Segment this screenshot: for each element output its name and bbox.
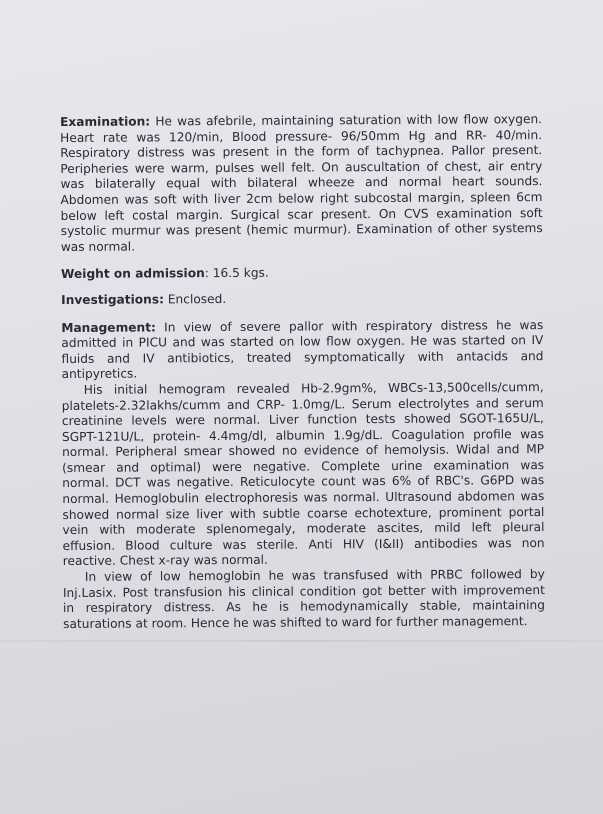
discharge-summary-body	[60, 112, 545, 644]
management-label: Management:	[61, 319, 156, 335]
hemogram-line: (smear and optimal) were negative. Complete urine examination was	[62, 457, 545, 475]
hemogram-line: normal. Peripheral smear showed no evidence of hemolysis. Widal and MP	[62, 442, 545, 460]
transfusion-line: In view of low hemoglobin he was transfused with PRBC followed by	[84, 567, 545, 584]
examination-line: below left costal margin. Surgical scar present. On CVS examination soft	[60, 205, 543, 223]
hemogram-line: vein with moderate splenomegaly, moderate ascites, mild left pleural	[62, 520, 545, 538]
management-line: In view of severe pallor with respiratory distress he was	[155, 317, 544, 334]
examination-section	[60, 112, 543, 255]
management-line: admitted in PICU and was started on low flow oxygen. He was started on IV	[61, 333, 544, 351]
investigations-section	[61, 290, 543, 309]
investigations-label: Investigations:	[61, 292, 164, 307]
hemogram-line: SGPT-121U/L, protein- 4.4mg/dl, albumin 1.9g/dL. Coagulation profile was	[61, 426, 544, 444]
examination-line: systolic murmur was present (hemic murmur). Examination of other systems	[60, 221, 543, 239]
examination-label: Examination:	[60, 114, 151, 129]
hemogram-line: normal. DCT was negative. Reticulocyte count was 6% of RBC's. G6PD was	[62, 473, 545, 491]
weight-label: Weight on admission	[60, 266, 205, 282]
weight-section	[61, 264, 543, 283]
examination-line: was normal.	[60, 239, 136, 254]
transfusion-line: saturations at room. Hence he was shifted to ward for further management.	[63, 613, 528, 631]
hemogram-line: platelets-2.32lakhs/cumm and CRP- 1.0mg/L. Serum electrolytes and serum	[61, 395, 544, 413]
management-line: fluids and IV antibiotics, treated symptomatically with antacids and	[61, 348, 544, 366]
examination-line: was bilaterally equal with bilateral wheeze and normal heart sounds.	[60, 174, 543, 192]
management-section	[61, 318, 545, 633]
investigations-value: Enclosed.	[163, 291, 227, 307]
hemogram-line: effusion. Blood culture was sterile. Anti HIV (I&II) antibodies was non	[62, 535, 545, 553]
hemogram-line: showed normal size liver with subtle coarse echotexture, prominent portal	[62, 504, 545, 522]
examination-line: Abdomen was soft with liver 2cm below right subcostal margin, spleen 6cm	[60, 190, 543, 207]
hemogram-line: normal. Hemoglobulin electrophoresis was normal. Ultrasound abdomen was	[62, 489, 545, 507]
transfusion-line: Inj.Lasix. Post transfusion his clinical condition got better with improvement	[62, 582, 545, 600]
hemogram-line: creatinine levels were normal. Liver function tests showed SGOT-165U/L,	[61, 411, 544, 429]
examination-line: Respiratory distress was present in the form of tachypnea. Pallor present.	[60, 143, 543, 161]
examination-line: Peripheries were warm, pulses well felt. On auscultation of chest, air entry	[60, 158, 543, 176]
management-line: antipyretics.	[61, 366, 138, 382]
hemogram-line: His initial hemogram revealed Hb-2.9gm%, WBCs-13,500cells/cumm,	[83, 379, 544, 397]
examination-line: Heart rate was 120/min, Blood pressure- 96/50mm Hg and RR- 40/min.	[60, 127, 543, 145]
examination-line: He was afebrile, maintaining saturation with low flow oxygen.	[150, 112, 543, 129]
weight-value: : 16.5 kgs.	[204, 266, 269, 281]
hemogram-line: reactive. Chest x-ray was normal.	[62, 553, 268, 569]
transfusion-line: in respiratory distress. As he is hemodynamically stable, maintaining	[62, 598, 546, 616]
